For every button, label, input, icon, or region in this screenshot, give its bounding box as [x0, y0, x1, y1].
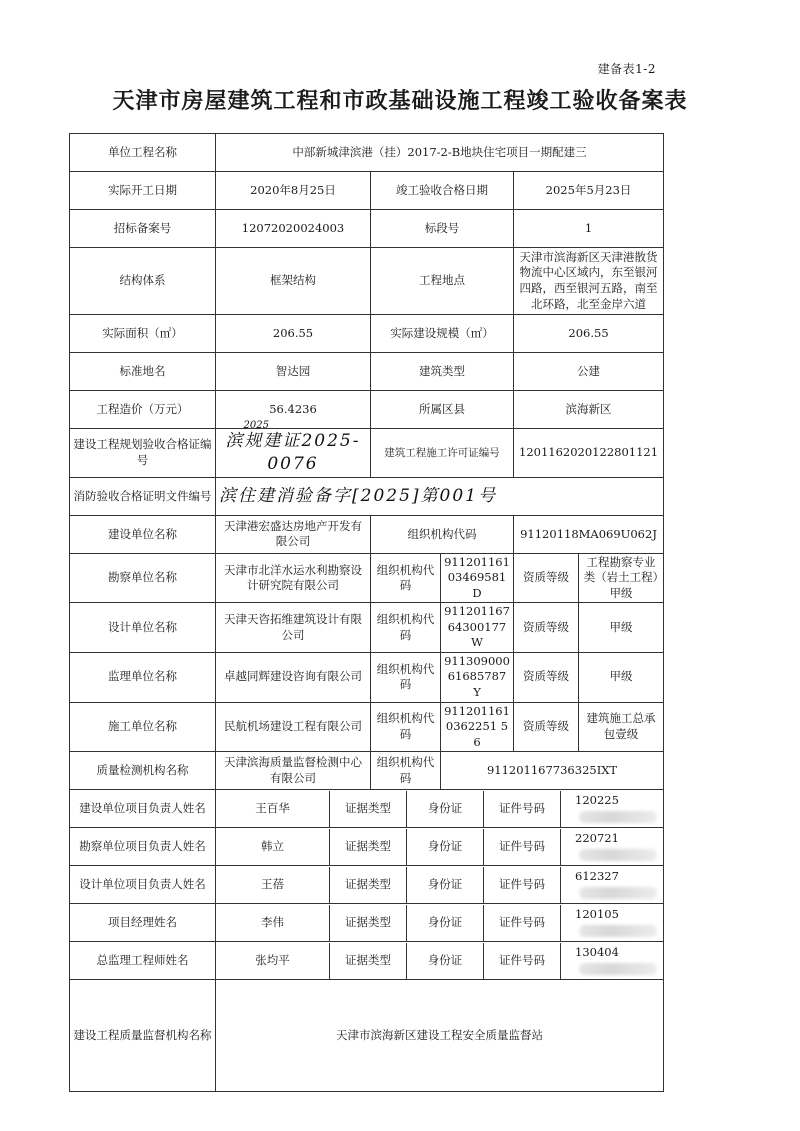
row-builder	[70, 515, 664, 553]
survey-org-label: 组织机构代码	[371, 553, 441, 603]
person-id-no-label: 证件号码	[484, 791, 561, 827]
quality-org-label: 质量检测机构名称	[70, 752, 216, 790]
supervisor-org-label: 组织机构代码	[371, 652, 441, 702]
person-name: 张均平	[216, 943, 330, 979]
person-id-no-label: 证件号码	[484, 905, 561, 941]
start-date-value: 2020年8月25日	[216, 172, 371, 210]
form-code: 建备表1-2	[597, 62, 656, 76]
area-label: 实际面积（㎡）	[70, 315, 216, 353]
bid-number-label: 招标备案号	[70, 210, 216, 248]
bid-number-value: 12072020024003	[216, 210, 371, 248]
person-id-no: 220721	[561, 829, 664, 865]
person-label: 设计单位项目负责人姓名	[70, 866, 216, 904]
row-supervision	[70, 980, 664, 1092]
row-quality-org	[70, 752, 664, 790]
person-label: 项目经理姓名	[70, 904, 216, 942]
person-id-no: 120105	[561, 905, 664, 941]
person-id-type: 身份证	[407, 791, 484, 827]
project-name-value: 中部新城津滨港（挂）2017-2-B地块住宅项目一期配建三	[216, 134, 664, 172]
supervisor-qual-value: 甲级	[579, 652, 664, 702]
design-org-code: 91120116764300177W	[441, 603, 514, 653]
building-type-value: 公建	[514, 353, 664, 391]
supervisor-unit-label: 监理单位名称	[70, 652, 216, 702]
person-id-type-label: 证据类型	[330, 791, 407, 827]
row-design-unit	[70, 603, 664, 653]
construction-permit-label: 建筑工程施工许可证编号	[371, 429, 514, 478]
building-type-label: 建筑类型	[371, 353, 514, 391]
person-id-type-label: 证据类型	[330, 905, 407, 941]
district-value: 滨海新区	[514, 391, 664, 429]
survey-org-code: 91120116103469581D	[441, 553, 514, 603]
row-structure	[70, 248, 664, 315]
person-id-no: 120225	[561, 791, 664, 827]
area-value: 206.55	[216, 315, 371, 353]
row-supervisor-unit	[70, 652, 664, 702]
builder-value: 天津港宏盛达房地产开发有限公司	[216, 515, 371, 553]
person-id-type: 身份证	[407, 943, 484, 979]
person-id-type: 身份证	[407, 829, 484, 865]
row-survey-unit	[70, 553, 664, 603]
structure-label: 结构体系	[70, 248, 216, 315]
quality-org-name: 天津滨海质量监督检测中心有限公司	[216, 752, 371, 790]
row-person	[70, 866, 664, 904]
construction-qual-value: 建筑施工总承包壹级	[579, 702, 664, 752]
page-title: 天津市房屋建筑工程和市政基础设施工程竣工验收备案表	[112, 89, 688, 114]
district-label: 所属区县	[371, 391, 514, 429]
section-number-label: 标段号	[371, 210, 514, 248]
person-id-type: 身份证	[407, 867, 484, 903]
quality-org-code-value: 911201167736325IXT	[441, 752, 664, 790]
person-id-no-label: 证件号码	[484, 943, 561, 979]
survey-unit-label: 勘察单位名称	[70, 553, 216, 603]
row-project-name	[70, 134, 664, 172]
supervisor-qual-label: 资质等级	[514, 652, 579, 702]
design-unit-name: 天津天咨拓维建筑设计有限公司	[216, 603, 371, 653]
cost-value: 56.4236	[216, 391, 371, 429]
row-planning	[70, 429, 664, 478]
builder-org-value: 91120118MA069U062J	[514, 515, 664, 553]
row-fire	[70, 477, 664, 515]
construction-unit-name: 民航机场建设工程有限公司	[216, 702, 371, 752]
person-id-type-label: 证据类型	[330, 943, 407, 979]
project-name-label: 单位工程名称	[70, 134, 216, 172]
planning-cert-value	[216, 420, 371, 478]
design-org-label: 组织机构代码	[371, 603, 441, 653]
person-id-no: 130404	[561, 943, 664, 979]
construction-permit-value: 1201162020122801121	[514, 429, 664, 478]
landmark-value: 智达园	[216, 353, 371, 391]
quality-org-code-label: 组织机构代码	[371, 752, 441, 790]
person-id-no-label: 证件号码	[484, 867, 561, 903]
cost-label: 工程造价（万元）	[70, 391, 216, 429]
design-qual-label: 资质等级	[514, 603, 579, 653]
supervision-value: 天津市滨海新区建设工程安全质量监督站	[216, 980, 664, 1092]
start-date-label: 实际开工日期	[70, 172, 216, 210]
person-label: 勘察单位项目负责人姓名	[70, 828, 216, 866]
person-id-no-label: 证件号码	[484, 829, 561, 865]
planning-cert-handwriting: 滨规建证2025-0076	[225, 431, 361, 474]
fire-cert-value	[216, 477, 664, 515]
row-person	[70, 790, 664, 828]
fire-cert-label: 消防验收合格证明文件编号	[70, 477, 216, 515]
row-bid	[70, 210, 664, 248]
planning-cert-year: 2025	[243, 420, 269, 431]
supervision-label: 建设工程质量监督机构名称	[70, 980, 216, 1092]
survey-qual-value: 工程勘察专业类（岩土工程）甲级	[579, 553, 664, 603]
completion-date-value: 2025年5月23日	[514, 172, 664, 210]
fire-cert-handwriting: 滨住建消验备字[2025]第001号	[219, 485, 497, 506]
planning-cert-label: 建设工程规划验收合格证编号	[70, 429, 216, 478]
person-name: 王百华	[216, 791, 330, 827]
row-dates	[70, 172, 664, 210]
person-id-type: 身份证	[407, 905, 484, 941]
supervisor-unit-name: 卓越同辉建设咨询有限公司	[216, 652, 371, 702]
location-label: 工程地点	[371, 248, 514, 315]
scale-value: 206.55	[514, 315, 664, 353]
row-cost	[70, 391, 664, 429]
person-label: 总监理工程师姓名	[70, 942, 216, 980]
person-id-no: 612327	[561, 867, 664, 903]
construction-unit-label: 施工单位名称	[70, 702, 216, 752]
person-name: 韩立	[216, 829, 330, 865]
survey-unit-name: 天津市北洋水运水利勘察设计研究院有限公司	[216, 553, 371, 603]
location-value: 天津市滨海新区天津港散货物流中心区域内，东至银河四路，西至银河五路，南至北环路，北至金岸六道	[514, 248, 664, 315]
row-construction-unit	[70, 702, 664, 752]
person-label: 建设单位项目负责人姓名	[70, 790, 216, 828]
row-landmark	[70, 353, 664, 391]
scale-label: 实际建设规模（㎡）	[371, 315, 514, 353]
person-name: 李伟	[216, 905, 330, 941]
supervisor-org-code: 91130900061685787Y	[441, 652, 514, 702]
row-person	[70, 942, 664, 980]
filing-form-table	[69, 133, 664, 1092]
construction-org-label: 组织机构代码	[371, 702, 441, 752]
row-person	[70, 828, 664, 866]
structure-value: 框架结构	[216, 248, 371, 315]
completion-date-label: 竣工验收合格日期	[371, 172, 514, 210]
design-qual-value: 甲级	[579, 603, 664, 653]
row-area	[70, 315, 664, 353]
builder-label: 建设单位名称	[70, 515, 216, 553]
design-unit-label: 设计单位名称	[70, 603, 216, 653]
survey-qual-label: 资质等级	[514, 553, 579, 603]
person-id-type-label: 证据类型	[330, 867, 407, 903]
row-person	[70, 904, 664, 942]
construction-qual-label: 资质等级	[514, 702, 579, 752]
person-id-type-label: 证据类型	[330, 829, 407, 865]
section-number-value: 1	[514, 210, 664, 248]
construction-org-code: 9112011610362251 56	[441, 702, 514, 752]
landmark-label: 标准地名	[70, 353, 216, 391]
builder-org-label: 组织机构代码	[371, 515, 514, 553]
person-name: 王蓓	[216, 867, 330, 903]
